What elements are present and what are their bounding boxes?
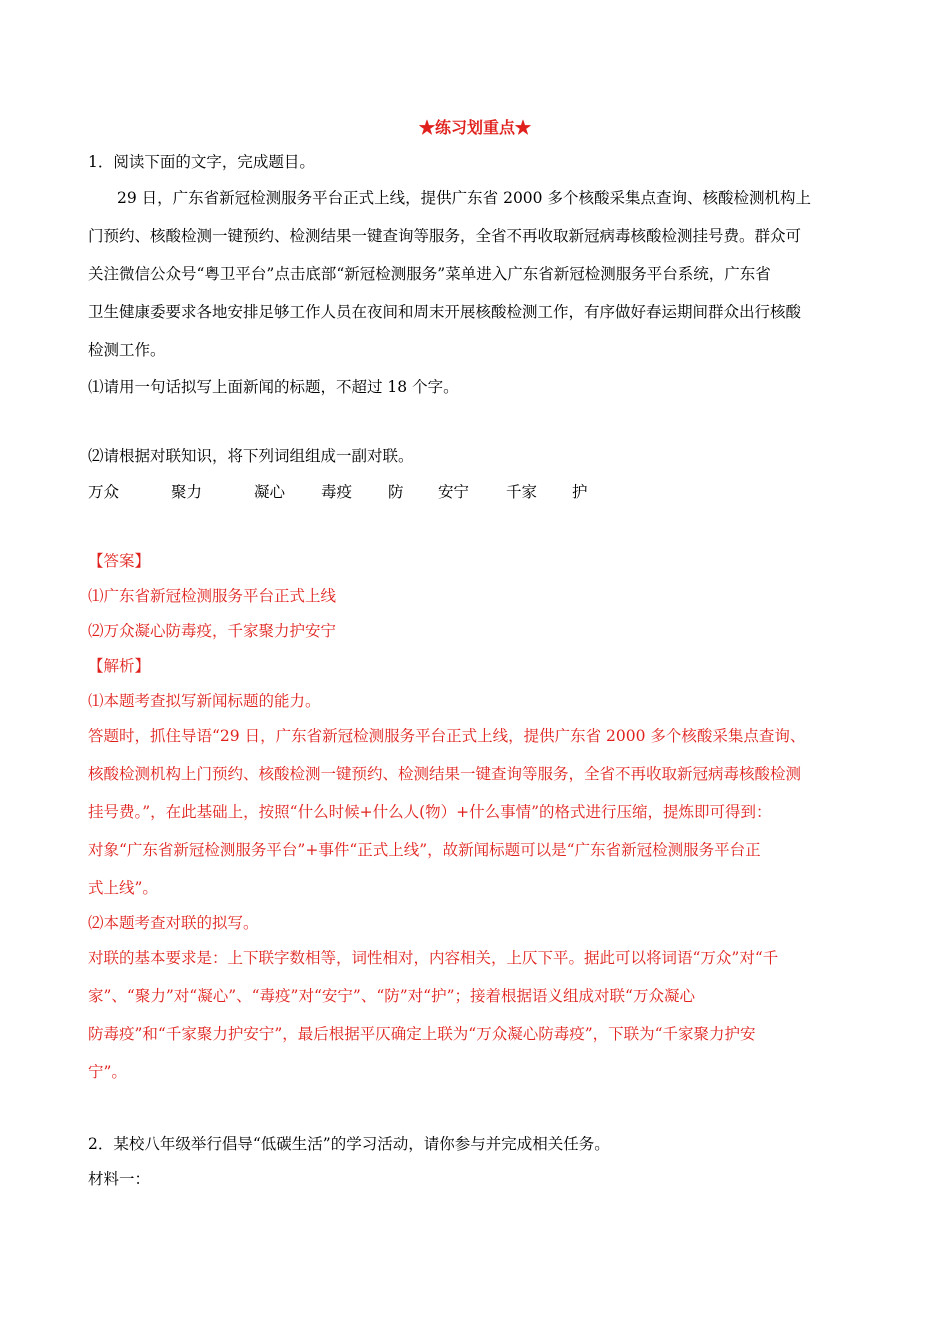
analysis-line: 对联的基本要求是：上下联字数相等，词性相对，内容相关，上仄下平。据此可以将词语“万众”对“千	[88, 949, 779, 967]
analysis-line: 宁”。	[88, 1063, 127, 1081]
word-item: 千家	[506, 483, 538, 501]
analysis-line: 答题时，抓住导语“29 日，广东省新冠检测服务平台正式上线，提供广东省 2000 多个核酸采集点查询、	[88, 727, 806, 745]
word-item: 防	[388, 483, 404, 501]
analysis-line: ⑴本题考查拟写新闻标题的能力。	[88, 692, 321, 710]
analysis-line: 防毒疫”和“千家聚力护安宁”，最后根据平仄确定上联为“万众凝心防毒疫”，下联为“千家聚力护安	[88, 1025, 756, 1043]
passage-line-5: 检测工作。	[88, 341, 166, 359]
q2-material-label: 材料一：	[88, 1170, 151, 1188]
passage-line-3: 关注微信公众号“粤卫平台”点击底部“新冠检测服务”菜单进入广东省新冠检测服务平台系统，广东省	[88, 265, 771, 283]
analysis-line: 核酸检测机构上门预约、核酸检测一键预约、检测结果一键查询等服务，全省不再收取新冠病毒核酸检测	[88, 765, 802, 783]
word-item: 毒疫	[321, 483, 353, 501]
word-item: 护	[572, 483, 588, 501]
passage-line-2: 门预约、核酸检测一键预约、检测结果一键查询等服务，全省不再收取新冠病毒核酸检测挂号费。群众可	[88, 227, 802, 245]
q1-sub1: ⑴请用一句话拟写上面新闻的标题，不超过 18 个字。	[88, 378, 459, 396]
answer-1: ⑴广东省新冠检测服务平台正式上线	[88, 587, 337, 605]
passage-line-1: 29 日，广东省新冠检测服务平台正式上线，提供广东省 2000 多个核酸采集点查询、核酸检测机构上	[117, 189, 811, 207]
analysis-line: 家”、“聚力”对“凝心”、“毒疫”对“安宁”、“防”对“护”；接着根据语义组成对联“万众凝心	[88, 987, 695, 1005]
analysis-line: 式上线”。	[88, 879, 158, 897]
word-item: 安宁	[438, 483, 470, 501]
answer-label: 【答案】	[88, 552, 151, 570]
word-bank	[0, 481, 950, 503]
q1-stem: 1．阅读下面的文字，完成题目。	[88, 153, 315, 171]
word-item: 万众	[88, 483, 120, 501]
q1-sub2: ⑵请根据对联知识，将下列词组组成一副对联。	[88, 447, 414, 465]
analysis-line: 对象“广东省新冠检测服务平台”+事件“正式上线”，故新闻标题可以是“广东省新冠检测服务平台正	[88, 841, 761, 859]
passage-line-4: 卫生健康委要求各地安排足够工作人员在夜间和周末开展核酸检测工作，有序做好春运期间群众出行核酸	[88, 303, 802, 321]
analysis-line: 挂号费。”，在此基础上，按照“什么时候+什么人(物）+什么事情”的格式进行压缩，提炼即可得到：	[88, 803, 772, 821]
q2-stem: 2．某校八年级举行倡导“低碳生活”的学习活动，请你参与并完成相关任务。	[88, 1135, 610, 1153]
word-item: 聚力	[171, 483, 203, 501]
answer-2: ⑵万众凝心防毒疫，千家聚力护安宁	[88, 622, 337, 640]
analysis-label: 【解析】	[88, 657, 151, 675]
page-title: ★练习划重点★	[418, 118, 531, 137]
word-item: 凝心	[254, 483, 286, 501]
analysis-line: ⑵本题考查对联的拟写。	[88, 914, 259, 932]
